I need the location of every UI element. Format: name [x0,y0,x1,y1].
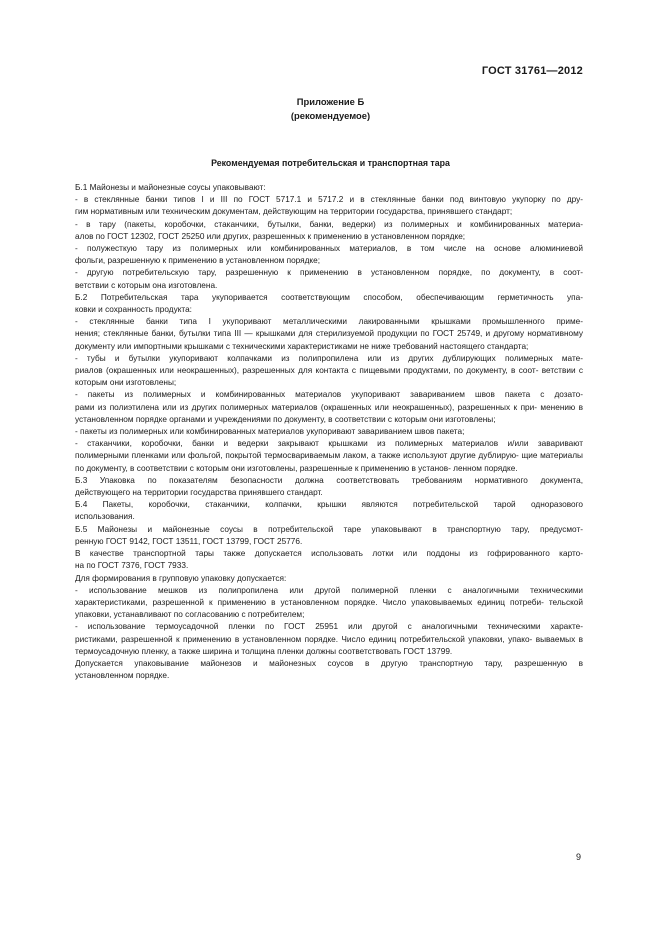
annex-heading [0,95,661,123]
body-paragraph [75,426,583,438]
paragraph-first-line: Б.3 Упаковка по показателям безопасности должна соответствовать требованиям нормативного документа, [75,475,583,485]
paragraph-continuation: риалов (окрашенных или неокрашенных), разрешенных для контакта с пищевыми продуктами, по документу, в соот- ветствии с которым они изготовлены; [75,366,583,388]
body-paragraph [75,219,583,243]
paragraph-continuation: на по ГОСТ 7376, ГОСТ 7933. [75,561,189,571]
paragraph-first-line: - пакеты из полимерных или комбинированных материалов укупоривают завариванием швов пакета; [75,427,465,437]
paragraph-first-line: - другую потребительскую тару, разрешенную к применению в установленном порядке, по документу, в соот- [75,268,583,278]
paragraph-first-line: - использование мешков из полипропилена или другой полимерной пленки с аналогичными техническими [75,585,583,595]
body-paragraph [75,499,583,523]
paragraph-first-line: - стеклянные банки типа I укупоривают металлическими лакированными крышками промышленного приме- [75,317,583,327]
paragraph-first-line: - полужесткую тару из полимерных или комбинированных материалов, в том числе на основе алюминиевой [75,244,583,254]
paragraph-first-line: - пакеты из полимерных и комбинированных материалов укупоривают завариванием швов пакета с дозато- [75,390,583,400]
paragraph-first-line: - в стеклянные банки типов I и III по ГОСТ 5717.1 и 5717.2 и в стеклянные банки под винтовую укупорку по дру- [75,195,583,205]
body-paragraph [75,292,583,316]
paragraph-first-line: Б.2 Потребительская тара укупоривается соответствующим способом, обеспечивающим герметичность упа- [75,292,583,302]
paragraph-continuation: нения; стеклянные банки, бутылки типа III — крышками для стерилизуемой продукции по ГОСТ 25749, и другому нормативному документу или импортными крышками с техническими характеристиками не ниже требований настоящего стандарта; [75,329,583,351]
body-paragraph [75,475,583,499]
paragraph-continuation: алов по ГОСТ 12302, ГОСТ 25250 или других, разрешенных к применению в установленном порядке; [75,231,466,241]
paragraph-continuation: рами из полиэтилена или из других полимерных материалов (окрашенных или неокрашенных), разрешенных к при- менению в установленном порядке органами и учреждениями по документу, в соответствии с которым они изготовлены; [75,402,583,424]
body-paragraph [75,658,583,682]
body-paragraph [75,524,583,548]
body-paragraph [75,182,583,194]
paragraph-continuation: ветствии с которым она изготовлена. [75,280,218,290]
body-paragraph [75,194,583,218]
paragraph-first-line: Для формирования в групповую упаковку допускается: [75,573,287,583]
annex-body-text [75,182,583,682]
paragraph-continuation: гим нормативным или техническим документам, действующим на территории государства, принявшего стандарт; [75,207,513,217]
paragraph-first-line: - в тару (пакеты, коробочки, стаканчики, бутылки, банки, ведерки) из полимерных и комбинированных материа- [75,219,583,229]
body-paragraph [75,573,583,585]
paragraph-first-line: - стаканчики, коробочки, банки и ведерки закрывают крышками из полимерных материалов и/или заваривают [75,439,583,449]
paragraph-first-line: Допускается упаковывание майонезов и майонезных соусов в другую транспортную тару, разрешенную в [75,658,583,668]
paragraph-continuation: ристиками, разрешенной к применению в установленном порядке. Число единиц потребительской упаковки, упако- вываемых в термоусадочную пленку, а также ширина и толщина пленки должны соответствовать ГОСТ 13799. [75,634,583,656]
annex-status: (рекомендуемое) [290,110,371,121]
paragraph-continuation: ковки и сохранность продукта: [75,305,192,315]
body-paragraph [75,353,583,390]
paragraph-continuation: действующего на территории государства принявшего стандарт. [75,488,323,498]
body-paragraph [75,621,583,658]
standard-number: ГОСТ 31761—2012 [481,65,583,77]
body-paragraph [75,438,583,475]
paragraph-first-line: Б.5 Майонезы и майонезные соусы в потребительской таре упаковывают в транспортную тару, предусмот- [75,524,583,534]
paragraph-first-line: - использование термоусадочной пленки по ГОСТ 25951 или другой с аналогичными техническими характе- [75,622,583,632]
paragraph-continuation: фольги, разрешенную к применению в установленном порядке; [75,256,321,266]
paragraph-first-line: Б.1 Майонезы и майонезные соусы упаковывают: [75,183,266,192]
paragraph-first-line: Б.4 Пакеты, коробочки, стаканчики, колпачки, крышки являются потребительской тарой одноразового [75,500,583,510]
body-paragraph [75,548,583,572]
body-paragraph [75,316,583,353]
document-title: Рекомендуемая потребительская и транспортная тара [211,158,450,168]
paragraph-continuation: установленном порядке. [75,671,170,681]
body-paragraph [75,389,583,426]
body-paragraph [75,267,583,291]
body-paragraph [75,585,583,622]
paragraph-first-line: В качестве транспортной тары также допускается использовать лотки или поддоны из гофрированного карто- [75,549,583,559]
paragraph-continuation: использования. [75,512,135,522]
paragraph-continuation: ренную ГОСТ 9142, ГОСТ 13511, ГОСТ 13799, ГОСТ 25776. [75,536,303,546]
page-number: 9 [575,852,581,862]
body-paragraph [75,243,583,267]
annex-title: Приложение Б [296,96,365,107]
paragraph-first-line: - тубы и бутылки укупоривают колпачками из полипропилена или из других дублирующих полимерных мате- [75,353,583,363]
paragraph-continuation: полимерными пленками или фольгой, покрытой термосвариваемым лаком, а также используют другие дублирую- щие материалы по документу, в соответствии с которым они изготовлены, разрешенные к применению в установ- ленном порядке. [75,451,583,473]
paragraph-continuation: характеристиками, разрешенной к применению в установленном порядке. Число упаковываемых единиц потреби- тельской упаковки, устанавливают по согласованию с потребителем; [75,597,583,620]
